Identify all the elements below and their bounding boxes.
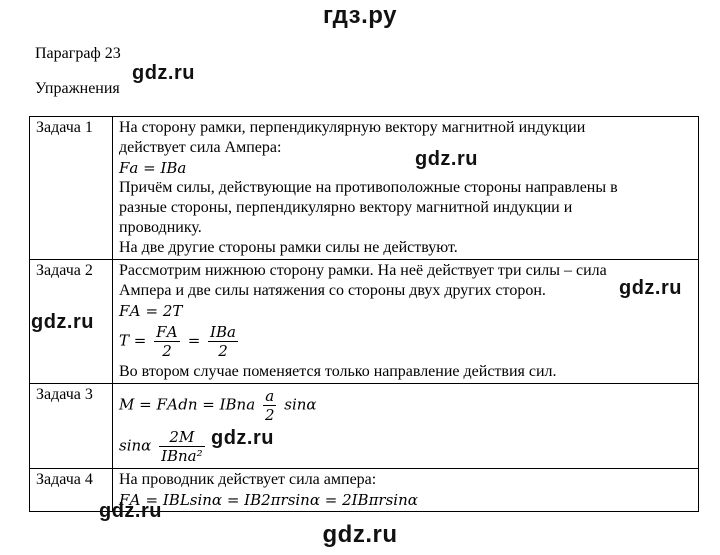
formula-lhs: sinα (119, 436, 152, 455)
formula-equals: = (187, 331, 201, 350)
section-title: Упражнения (35, 80, 120, 97)
formula: FА = 2T (119, 302, 183, 320)
formula-tension (119, 321, 692, 362)
task-content (113, 469, 699, 512)
formula-rhs: sinα (284, 395, 317, 414)
text-line: На две другие стороны рамки силы не действуют. (119, 239, 458, 256)
task-row (30, 117, 699, 260)
fraction (159, 428, 205, 465)
fraction (263, 387, 277, 424)
formula: FА = IBLsinα = IB2πrsinα = 2IBπrsinα (119, 491, 418, 509)
fraction (208, 323, 238, 360)
watermark: gdz.ru (619, 277, 682, 299)
formula-lhs: T = (119, 331, 147, 350)
fraction-denominator: 2 (218, 342, 228, 360)
fraction-numerator: FА (156, 323, 178, 341)
task-label: Задача 4 (30, 469, 113, 512)
text-line: На сторону рамки, перпендикулярную вектору магнитной индукции (119, 119, 586, 136)
watermark: gdz.ru (31, 311, 94, 333)
fraction-denominator: 2 (162, 342, 172, 360)
text-line: проводнику. (119, 219, 202, 236)
formula: Fа = IBa (119, 159, 187, 177)
formula-sine (119, 426, 692, 467)
fraction-denominator: IBna² (161, 447, 203, 465)
fraction (154, 323, 180, 360)
text-line: разные стороны, перпендикулярно вектору магнитной индукции и (119, 199, 573, 216)
watermark: gdz.ru (132, 62, 195, 84)
fraction-numerator: IBa (210, 323, 236, 341)
formula-lhs: M = FАdn = IBna (119, 395, 256, 414)
fraction-numerator: a (263, 387, 277, 406)
task-content (113, 260, 699, 384)
watermark: gdz.ru (415, 148, 478, 170)
watermark: gdz.ru (211, 427, 274, 449)
text-line: Во втором случае поменяется только направление действия сил. (119, 363, 557, 380)
text-line: Причём силы, действующие на противоположные стороны направлены в (119, 179, 618, 196)
task-label: Задача 2 (30, 260, 113, 384)
text-line: Рассмотрим нижнюю сторону рамки. На неё действует три силы – сила (119, 262, 607, 279)
text-line: На проводник действует сила ампера: (119, 471, 377, 488)
text-line: Ампера и две силы натяжения со стороны двух других сторон. (119, 282, 546, 299)
tasks-table (29, 116, 699, 512)
task-label: Задача 3 (30, 384, 113, 469)
formula-moment (119, 385, 692, 426)
fraction-denominator: 2 (264, 406, 275, 424)
paragraph-title: Параграф 23 (35, 45, 121, 62)
watermark: gdz.ru (322, 521, 398, 548)
task-row (30, 260, 699, 384)
task-row (30, 384, 699, 469)
task-label: Задача 1 (30, 117, 113, 260)
watermark: gdz.ru (99, 500, 162, 522)
fraction-numerator: 2M (159, 428, 205, 447)
site-header[interactable]: гдз.ру (323, 2, 397, 29)
text-line: действует сила Ампера: (119, 139, 282, 156)
task-content (113, 384, 699, 469)
task-content (113, 117, 699, 260)
